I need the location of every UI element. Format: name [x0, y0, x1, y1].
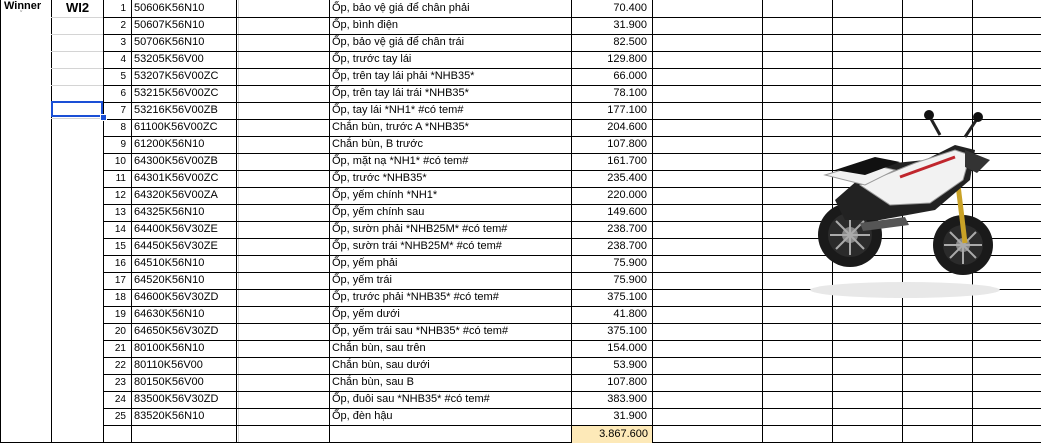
row-number-cell[interactable]: 1 [120, 3, 126, 14]
row-gridline [51, 68, 103, 69]
part-name-cell[interactable]: Ốp, yếm chính *NH1* [332, 189, 438, 201]
row-number-cell[interactable]: 4 [120, 54, 126, 65]
part-code-cell[interactable]: 64400K56V30ZE [134, 223, 218, 235]
row-number-cell[interactable]: 15 [114, 241, 126, 252]
part-name-cell[interactable]: Ốp, trước tay lái [332, 53, 412, 65]
part-name-cell[interactable]: Ốp, sườn trái *NHB25M* #có tem# [332, 240, 502, 252]
row-number-cell[interactable]: 7 [120, 105, 126, 116]
part-name-cell[interactable]: Ốp, bảo vệ giá để chân phải [332, 2, 470, 14]
price-cell[interactable]: 129.800 [607, 53, 647, 65]
row-number-cell[interactable]: 2 [120, 20, 126, 31]
part-code-cell[interactable]: 83500K56V30ZD [134, 393, 219, 405]
motorcycle-image [805, 105, 1005, 300]
row-border [652, 357, 1041, 358]
row-border [652, 51, 1041, 52]
part-code-cell[interactable]: 64325K56N10 [134, 206, 205, 218]
dropdown-caret-icon[interactable]: ˇ [20, 11, 23, 18]
part-code-cell[interactable]: 64510K56N10 [134, 257, 205, 269]
price-cell[interactable]: 238.700 [607, 240, 647, 252]
part-name-cell[interactable]: Ốp, đèn hậu [332, 410, 393, 422]
price-cell[interactable]: 375.100 [607, 291, 647, 303]
part-name-cell[interactable]: Ốp, sườn phải *NHB25M* #có tem# [332, 223, 508, 235]
part-name-cell[interactable]: Ốp, yếm dưới [332, 308, 400, 320]
row-border [652, 374, 1041, 375]
part-name-cell[interactable]: Ốp, yếm chính sau [332, 206, 425, 218]
model-header[interactable]: WI2 [66, 0, 90, 15]
price-cell[interactable]: 107.800 [607, 138, 647, 150]
part-code-cell[interactable]: 80100K56N10 [134, 342, 205, 354]
price-cell[interactable]: 383.900 [607, 393, 647, 405]
part-code-cell[interactable]: 80150K56V00 [134, 376, 204, 388]
brand-header[interactable]: Winner [4, 0, 42, 12]
row-number-cell[interactable]: 12 [114, 190, 126, 201]
row-number-cell[interactable]: 8 [120, 122, 126, 133]
row-border [652, 306, 1041, 307]
part-code-cell[interactable]: 53207K56V00ZC [134, 70, 219, 82]
part-name-cell[interactable]: Ốp, trước phải *NHB35* #có tem# [332, 291, 499, 303]
row-number-cell[interactable]: 18 [114, 292, 126, 303]
price-cell[interactable]: 204.600 [607, 121, 647, 133]
part-name-cell[interactable]: Ốp, mặt nạ *NH1* #có tem# [332, 155, 469, 167]
row-number-cell[interactable]: 16 [114, 258, 126, 269]
column-border [51, 0, 52, 443]
row-border [103, 425, 652, 426]
price-cell[interactable]: 78.100 [613, 87, 647, 99]
part-code-cell[interactable]: 50607K56N10 [134, 19, 205, 31]
price-cell[interactable]: 149.600 [607, 206, 647, 218]
part-code-cell[interactable]: 61200K56N10 [134, 138, 205, 150]
row-number-cell[interactable]: 10 [114, 156, 126, 167]
part-code-cell[interactable]: 53216K56V00ZB [134, 104, 218, 116]
price-cell[interactable]: 177.100 [607, 104, 647, 116]
row-number-cell[interactable]: 20 [114, 326, 126, 337]
part-name-cell[interactable]: Ốp, yếm trái [332, 274, 392, 286]
row-number-cell[interactable]: 6 [120, 88, 126, 99]
row-border [652, 85, 1041, 86]
row-gridline [51, 85, 103, 86]
price-cell[interactable]: 31.900 [613, 19, 647, 31]
part-name-cell[interactable]: Ốp, tay lái *NH1* #có tem# [332, 104, 464, 116]
price-cell[interactable]: 75.900 [613, 274, 647, 286]
price-cell[interactable]: 70.400 [613, 2, 647, 14]
part-name-cell[interactable]: Ốp, trước *NHB35* [332, 172, 427, 184]
part-code-cell[interactable]: 50606K56N10 [134, 2, 205, 14]
row-number-cell[interactable]: 22 [114, 360, 126, 371]
row-number-cell[interactable]: 3 [120, 37, 126, 48]
part-code-cell[interactable]: 64301K56V00ZC [134, 172, 219, 184]
part-name-cell[interactable]: Chắn bùn, sau dưới [332, 359, 430, 371]
part-code-cell[interactable]: 83520K56N10 [134, 410, 205, 422]
row-number-cell[interactable]: 24 [114, 394, 126, 405]
total-price-cell[interactable]: 3.867.600 [599, 428, 648, 440]
row-number-cell[interactable]: 25 [114, 411, 126, 422]
row-number-cell[interactable]: 21 [114, 343, 126, 354]
row-gridline [51, 51, 103, 52]
price-cell[interactable]: 238.700 [607, 223, 647, 235]
cell-selection[interactable] [51, 101, 103, 117]
part-code-cell[interactable]: 64450K56V30ZE [134, 240, 218, 252]
price-cell[interactable]: 53.900 [613, 359, 647, 371]
row-border [652, 17, 1041, 18]
price-cell[interactable]: 375.100 [607, 325, 647, 337]
row-border [652, 408, 1041, 409]
part-name-cell[interactable]: Ốp, yếm trái sau *NHB35* #có tem# [332, 325, 509, 337]
part-name-cell[interactable]: Chắn bùn, B trước [332, 138, 424, 150]
price-cell[interactable]: 66.000 [613, 70, 647, 82]
part-name-cell[interactable]: Ốp, đuôi sau *NHB35* #có tem# [332, 393, 490, 405]
part-name-cell[interactable]: Ốp, bảo vệ giá để chân trái [332, 36, 465, 48]
part-code-cell[interactable]: 64320K56V00ZA [134, 189, 218, 201]
row-number-cell[interactable]: 5 [120, 71, 126, 82]
part-code-cell[interactable]: 53205K56V00 [134, 53, 204, 65]
row-border [652, 68, 1041, 69]
column-border [0, 0, 1, 443]
part-name-cell[interactable]: Ốp, yếm phải [332, 257, 398, 269]
part-code-cell[interactable]: 53215K56V00ZC [134, 87, 219, 99]
part-name-cell[interactable]: Chắn bùn, sau B [332, 376, 414, 388]
row-number-cell[interactable]: 9 [120, 139, 126, 150]
price-cell[interactable]: 107.800 [607, 376, 647, 388]
price-cell[interactable]: 235.400 [607, 172, 647, 184]
fill-handle[interactable] [100, 114, 107, 121]
price-cell[interactable]: 41.800 [613, 308, 647, 320]
row-border [652, 425, 1041, 426]
row-gridline [51, 17, 103, 18]
part-name-cell[interactable]: Chắn bùn, trước A *NHB35* [332, 121, 469, 133]
part-code-cell[interactable]: 50706K56N10 [134, 36, 205, 48]
price-cell[interactable]: 154.000 [607, 342, 647, 354]
part-code-cell[interactable]: 64520K56N10 [134, 274, 205, 286]
row-gridline [51, 118, 103, 119]
part-name-cell[interactable]: Ốp, trên tay lái trái *NHB35* [332, 87, 469, 99]
row-number-cell[interactable]: 11 [115, 173, 126, 184]
row-number-cell[interactable]: 13 [114, 207, 126, 218]
row-border [652, 340, 1041, 341]
row-border [652, 34, 1041, 35]
part-name-cell[interactable]: Ốp, trên tay lái phải *NHB35* [332, 70, 475, 82]
price-cell[interactable]: 161.700 [607, 155, 647, 167]
row-gridline [51, 34, 103, 35]
part-code-cell[interactable]: 64650K56V30ZD [134, 325, 219, 337]
part-code-cell[interactable]: 64630K56N10 [134, 308, 205, 320]
part-name-cell[interactable]: Ốp, bình điện [332, 19, 399, 31]
part-code-cell[interactable]: 80110K56V00 [134, 359, 203, 371]
price-cell[interactable]: 75.900 [613, 257, 647, 269]
part-code-cell[interactable]: 64300K56V00ZB [134, 155, 218, 167]
part-name-cell[interactable]: Chắn bùn, sau trên [332, 342, 426, 354]
price-cell[interactable]: 82.500 [613, 36, 647, 48]
row-number-cell[interactable]: 23 [114, 377, 126, 388]
row-border [652, 102, 1041, 103]
row-number-cell[interactable]: 14 [114, 224, 126, 235]
row-number-cell[interactable]: 19 [114, 309, 126, 320]
row-number-cell[interactable]: 17 [114, 275, 126, 286]
part-code-cell[interactable]: 64600K56V30ZD [134, 291, 219, 303]
row-border [652, 391, 1041, 392]
price-cell[interactable]: 31.900 [613, 410, 647, 422]
part-code-cell[interactable]: 61100K56V00ZC [134, 121, 218, 133]
price-cell[interactable]: 220.000 [607, 189, 647, 201]
row-border [652, 323, 1041, 324]
